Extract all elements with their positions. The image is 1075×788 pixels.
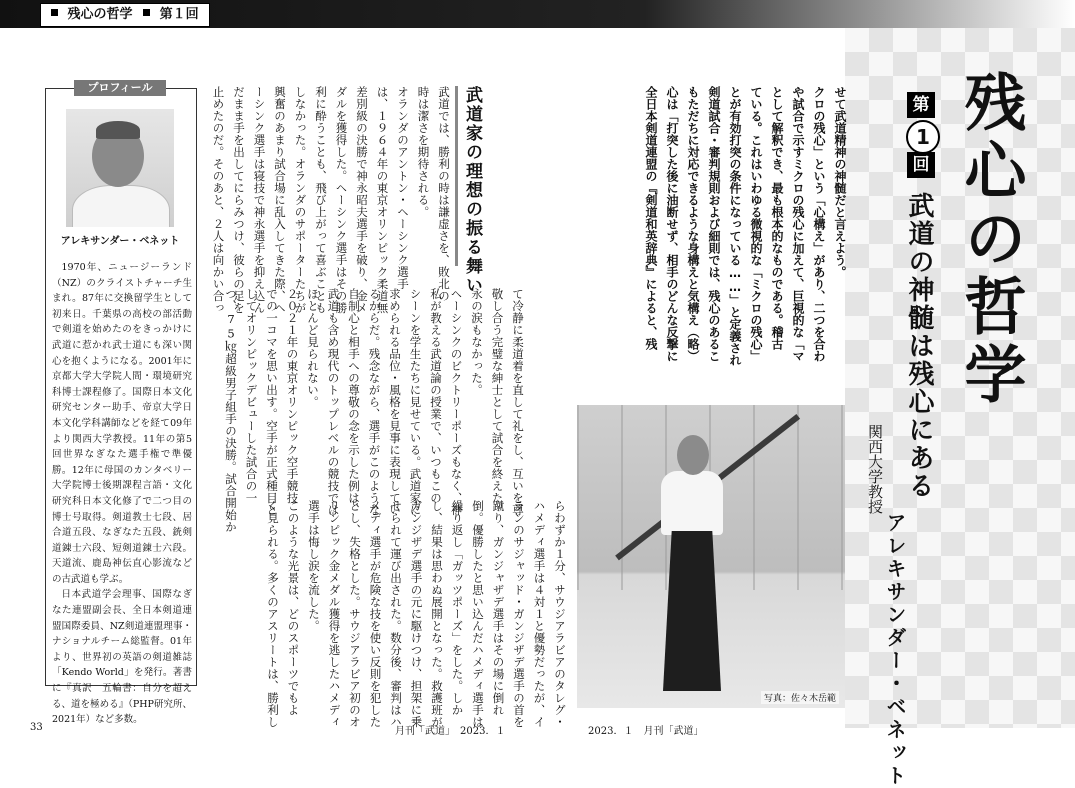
series-prefix: 第 <box>907 92 935 118</box>
text-line: 永の涙もなかった。 <box>470 288 484 396</box>
text-line: は、１９６４年の東京オリンピック柔道無 <box>375 86 390 314</box>
author-name: アレキサンダー・ベネット <box>883 512 907 788</box>
text-line: オランダのアントン・ヘーシンク選手 <box>396 86 410 290</box>
lead-line: や試合で示すミクロの残心に加えて、巨視的な「マ <box>791 86 805 362</box>
author-affiliation: 関西大学教授 <box>866 424 884 514</box>
text-line: ランのサジャッド・ガンジザデ選手の首を <box>512 500 526 728</box>
lead-paragraph <box>640 86 850 396</box>
text-line: 倒。優勝したと思い込んだハメディ選手は <box>471 500 485 728</box>
text-line: ヘーシンクのビクトリーポーズもなく、神 <box>449 288 464 516</box>
square-bullet-icon <box>143 9 150 16</box>
text-line: るからだ。残念ながら、選手がこのような <box>367 288 382 516</box>
lead-line: 全日本剣道連盟の『剣道和英辞典』によると、残 <box>644 86 658 350</box>
text-line: ２０２１年の東京オリンピック空手競技 <box>285 288 300 504</box>
text-line: 自制心と相手への尊敬の念を示した例は、 <box>347 288 361 516</box>
subtitle: 武道の神髄は残心にある <box>904 192 934 500</box>
text-line: し、結果は思わぬ展開となった。救護班が <box>430 500 444 728</box>
text-line: つ、75㎏超級男子組手の決勝。試合開始か <box>224 288 238 533</box>
text-line: リンピック金メダル獲得を逃したハメディ <box>327 500 342 728</box>
text-line: だまま手を出してにらみつけ、彼らの足を <box>232 86 246 314</box>
series-number: 1 <box>906 120 940 154</box>
text-line: シーンを学生たちに見せている。武道家に <box>408 288 423 516</box>
text-line: 興奮のあまり試合場に乱入してきた際、ヘ <box>273 86 287 314</box>
lead-line: 心は「打突した後に油断せず、相手のどんな反撃に <box>665 86 679 362</box>
text-line: 蹴り、ガンジャザデ選手はその場に倒れ <box>491 500 506 716</box>
text-line: このような光景は、どのスポーツでもよ <box>286 500 301 716</box>
bio-paragraph: 日本武道学会理事、国際なぎなた連盟副会長、全日本剣道連盟国際委員、NZ剣道連盟理事・ナショナルチーム総監督。01年より、世界初の英語の剣道雑誌「Kendo World」を発行。著書に『真訳 五輪書：自分を超える、道を極める』（PHP研究所、2021年）など多数。 <box>52 589 192 726</box>
text-line: 差別級の決勝で神永昭夫選手を破り、金メ <box>355 86 369 314</box>
text-line: 武道では、勝利の時は謙虚さを、敗北の <box>437 86 451 302</box>
header-issue: 第１回 <box>159 7 199 22</box>
body-column-2 <box>224 288 528 533</box>
profile-name: アレキサンダー・ベネット <box>60 236 180 247</box>
header-series-title: 残心の哲学 <box>67 7 133 22</box>
footer-magazine-right: 2023．１ 月刊「武道」 <box>588 726 704 737</box>
text-line: メディ選手が危険な技を使い反則を犯した <box>368 500 383 728</box>
lead-line: 剣道試合・審判規則および細則では、残心のあるこ <box>707 86 721 362</box>
section-heading: 武道家の理想の振る舞い <box>455 86 485 266</box>
text-line: 敬し合う完璧な紳士として試合を終えた。 <box>490 288 505 516</box>
text-line: 時は潔さを期待される。 <box>416 86 431 218</box>
text-line: ハメディ選手は４対１と優勢だったが、イ <box>532 500 547 728</box>
kendo-photo <box>577 405 845 708</box>
text-line: 私が教える武道論の授業で、いつもこの <box>429 288 443 504</box>
lead-line: クロの残心」という「心構え」があり、二つを合わ <box>812 86 826 362</box>
photo-credit: 写真：佐々木岳範 <box>761 691 839 704</box>
text-line: 選手は悔し涙を流した。 <box>307 500 321 632</box>
text-line: してオリンピックデビューした試合の一 <box>244 288 259 504</box>
text-line: しなかった。オランダのサポーターたちが <box>293 86 308 314</box>
text-line: 止めたのだ。そのあと、２人は向かい合っ <box>211 86 226 314</box>
series-header <box>40 3 210 27</box>
profile-label: プロフィール <box>74 80 166 96</box>
series-suffix: 回 <box>907 152 935 178</box>
lead-line: ている。これはいわゆる微視的な「ミクロの残心」 <box>749 86 763 362</box>
text-line: ダルを獲得した。ヘーシンク選手はその勝 <box>334 86 349 314</box>
text-line: ガンジザデ選手の元に駆けつけ、担架に乗 <box>409 500 424 728</box>
text-line: 繰り返し「ガッツポーズ」をした。しか <box>450 500 465 716</box>
text-line: ーシンク選手は寝技で神永選手を抑え込ん <box>252 86 267 314</box>
text-line: て冷静に柔道着を直して礼をし、互いを尊 <box>511 288 525 516</box>
text-line: らわずか１分、サウジアラビアのタレグ・ <box>553 500 567 728</box>
footer-magazine-left: 月刊「武道」 2023．１ <box>395 726 506 737</box>
text-line: 武道も含め現代のトップレベルの競技では <box>326 288 341 516</box>
text-line: とし、失格とした。サウジアラビア初のオ <box>348 500 362 728</box>
profile-bio <box>52 260 192 726</box>
main-title: 残心の哲学 <box>954 70 1027 410</box>
lead-line: せて武道精神の神髄だと言えよう。 <box>833 86 847 278</box>
text-line: ほとんど見られない。 <box>306 288 320 408</box>
text-line: く見られる。多くのアスリートは、勝利し <box>266 500 280 728</box>
bio-paragraph: 1970年、ニュージーランド（NZ）のクライストチャーチ生まれ。87年に交換留学生として初来日。千葉県の高校の部活動で剣道を始めたのをきっかけに武道に惹かれ武士道にも深い関心を抱くようになる。2001年に京都大学大学院人間・環境研究科博士課程修了。国際日本文化研究センター助手、帝京大学日本文化学科講師などを経て09年より関西大学教授。11年の第5回世界なぎなた選手権で準優勝。12年に母国のカンタベリー大学院博士後期課程言語・文化研究科日本文化修了で二つ目の博士号取得。剣道教士七段、居合道五段、なぎなた五段、銃剣道錬士六段、短剣道錬士六段。天道流、鹿島神伝直心影流などの古武道も学ぶ。 <box>52 262 192 585</box>
profile-photo <box>66 109 174 227</box>
page-number: 33 <box>30 722 43 733</box>
lead-line: とが有効打突の条件になっている……」と定義され <box>728 86 742 366</box>
lead-line: もただちに対応できるような身構えと気構え（略） <box>686 86 700 362</box>
square-bullet-icon <box>51 9 58 16</box>
lead-line: として解釈でき、最も根本的なものである。稽古 <box>770 86 784 350</box>
body-column-3 <box>240 500 570 728</box>
text-line: 求められる品位・風格を見事に表現してい <box>388 288 402 516</box>
text-line: せられて運び出された。数分後、審判はハ <box>389 500 403 728</box>
text-line: での一コマを思い出す。空手が正式種目と <box>265 288 279 516</box>
text-line: 利に酔うことも、飛び上がって喜ぶことも <box>314 86 328 314</box>
